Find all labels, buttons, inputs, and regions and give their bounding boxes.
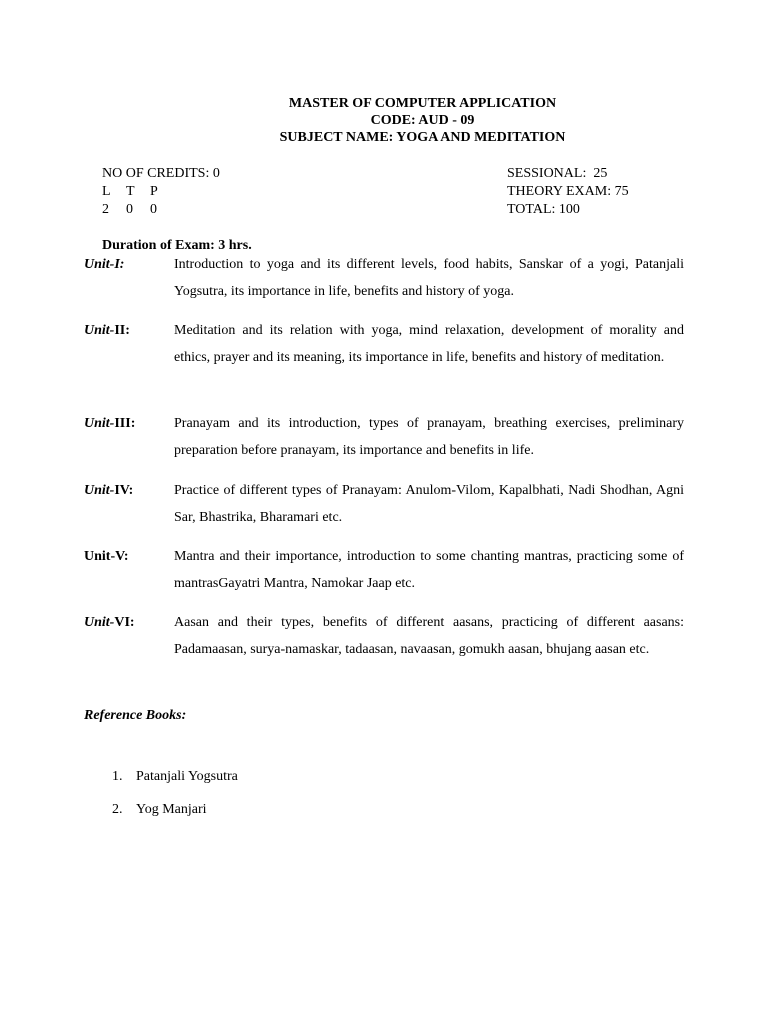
ltp-value-l: 2 bbox=[102, 202, 109, 217]
unit-label bbox=[84, 483, 133, 499]
unit-label-italic: Unit- bbox=[84, 483, 115, 498]
unit-label-number: VI: bbox=[114, 615, 135, 630]
credits-block bbox=[102, 165, 220, 219]
unit-label bbox=[84, 323, 130, 339]
reference-books-heading: Reference Books: bbox=[84, 708, 187, 723]
subject-name: SUBJECT NAME: YOGA AND MEDITATION bbox=[279, 130, 566, 145]
reference-list bbox=[112, 769, 238, 835]
list-item bbox=[112, 769, 238, 802]
book-title: Patanjali Yogsutra bbox=[136, 769, 238, 784]
unit-description: Introduction to yoga and its different levels, food habits, Sanskar of a yogi, Patanjali Yogsutra, its importance in life, benefits and history of yoga. bbox=[174, 257, 684, 299]
unit-label-italic: Unit- bbox=[84, 416, 115, 431]
ltp-label-t: T bbox=[126, 184, 135, 199]
total-marks: TOTAL: 100 bbox=[507, 202, 580, 217]
unit-label-number: III: bbox=[114, 416, 136, 431]
list-number: 1. bbox=[112, 769, 123, 784]
unit-description: Aasan and their types, benefits of different aasans, practicing of different aasans: Padamaasan, surya-namaskar, tadaasan, navaasan, gomukh aasan, bhujang aasan etc. bbox=[174, 615, 684, 657]
unit-label bbox=[84, 416, 135, 432]
book-title: Yog Manjari bbox=[136, 802, 207, 817]
ltp-label-l: L bbox=[102, 184, 111, 199]
unit-label-italic: Unit- bbox=[84, 615, 115, 630]
theory-exam-marks: THEORY EXAM: 75 bbox=[507, 184, 629, 199]
unit-label-number: IV: bbox=[114, 483, 134, 498]
unit-label-number: Unit-V: bbox=[84, 549, 129, 564]
course-code: CODE: AUD - 09 bbox=[370, 113, 475, 128]
unit-label-number: II: bbox=[114, 323, 130, 338]
marks-block bbox=[507, 165, 629, 219]
unit-label bbox=[84, 549, 129, 565]
ltp-values bbox=[102, 201, 220, 219]
unit-label bbox=[84, 615, 135, 631]
unit-description: Mantra and their importance, introduction to some chanting mantras, practicing some of mantrasGayatri Mantra, Namokar Jaap etc. bbox=[174, 549, 684, 591]
ltp-value-p: 0 bbox=[150, 202, 157, 217]
ltp-label-p: P bbox=[150, 184, 158, 199]
unit-label bbox=[84, 257, 124, 273]
sessional-marks: SESSIONAL: 25 bbox=[507, 166, 608, 181]
unit-description: Practice of different types of Pranayam: Anulom-Vilom, Kapalbhati, Nadi Shodhan, Agni Sar, Bhastrika, Bharamari etc. bbox=[174, 483, 684, 525]
unit-label-italic: Unit- bbox=[84, 323, 115, 338]
list-number: 2. bbox=[112, 802, 123, 817]
exam-duration: Duration of Exam: 3 hrs. bbox=[102, 238, 252, 253]
unit-label-italic: Unit-I: bbox=[84, 257, 125, 272]
unit-description: Pranayam and its introduction, types of pranayam, breathing exercises, preliminary preparation before pranayam, its importance and benefits in life. bbox=[174, 416, 684, 458]
ltp-labels bbox=[102, 183, 220, 201]
credits-text: NO OF CREDITS: 0 bbox=[102, 166, 220, 181]
document-header bbox=[0, 95, 768, 146]
program-title: MASTER OF COMPUTER APPLICATION bbox=[288, 96, 557, 111]
ltp-value-t: 0 bbox=[126, 202, 133, 217]
unit-description: Meditation and its relation with yoga, mind relaxation, development of morality and ethics, prayer and its meaning, its importance in life, benefits and history of meditation. bbox=[174, 323, 684, 365]
list-item bbox=[112, 802, 238, 835]
